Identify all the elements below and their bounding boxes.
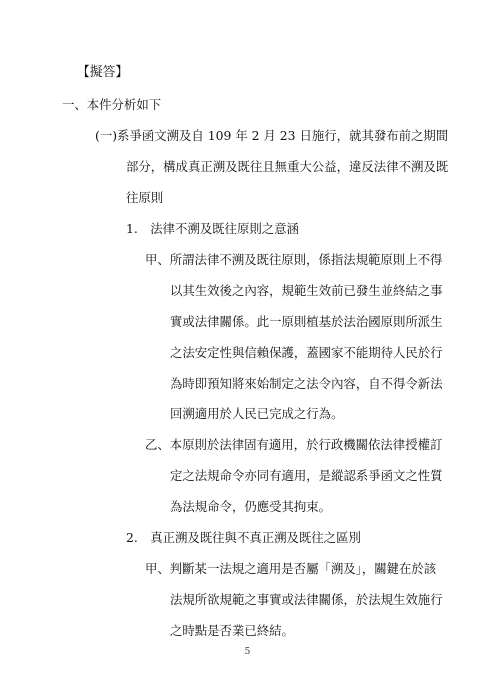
answer-heading: 【擬答】 [77, 65, 129, 80]
item-1-jia-line-3: 實或法律關係。此一原則植基於法治國原則所派生 [170, 314, 443, 329]
item-1-jia-line-4: 之法安定性與信賴保護，蓋國家不能期待人民於行 [170, 345, 443, 360]
section-1-title: 一、本件分析如下 [62, 97, 162, 112]
item-1-yi-line-3: 為法規命令，仍應受其拘束。 [170, 499, 332, 514]
item-1-jia-line-5: 為時即預知將來始制定之法令內容，自不得令新法 [170, 376, 443, 391]
item-1-jia-line-2: 以其生效後之內容，規範生效前已發生並終結之事 [170, 283, 443, 298]
item-2-jia-line-2: 法規所欲規範之事實或法律關係，於法規生效施行 [170, 592, 443, 607]
item-2-jia-line-1: 甲、判斷某一法規之適用是否屬「溯及」，關鍵在於該 [145, 561, 437, 576]
item-1-jia-line-1: 甲、所謂法律不溯及既往原則，係指法規範原則上不得 [145, 252, 443, 267]
item-1-yi-line-1: 乙、本原則於法律固有適用，於行政機關依法律授權訂 [145, 437, 443, 452]
page-number: 5 [244, 647, 251, 657]
item-1-yi-line-2: 定之法規命令亦同有適用，是縱認系爭函文之性質 [170, 468, 443, 483]
item-1-jia-line-6: 回溯適用於人民已完成之行為。 [170, 406, 344, 421]
item-2-jia-line-3: 之時點是否業已終結。 [170, 623, 294, 638]
item-2-title: 2. 真正溯及既往與不真正溯及既往之區別 [126, 530, 361, 545]
paragraph-1-line-1: (一)系爭函文溯及自 109 年 2 月 23 日施行，就其發布前之期間 [95, 128, 449, 143]
paragraph-1-line-3: 往原則 [126, 190, 164, 205]
paragraph-1-line-2: 部分，構成真正溯及既往且無重大公益，違反法律不溯及既 [126, 159, 449, 174]
item-1-title: 1. 法律不溯及既往原則之意涵 [126, 221, 299, 236]
